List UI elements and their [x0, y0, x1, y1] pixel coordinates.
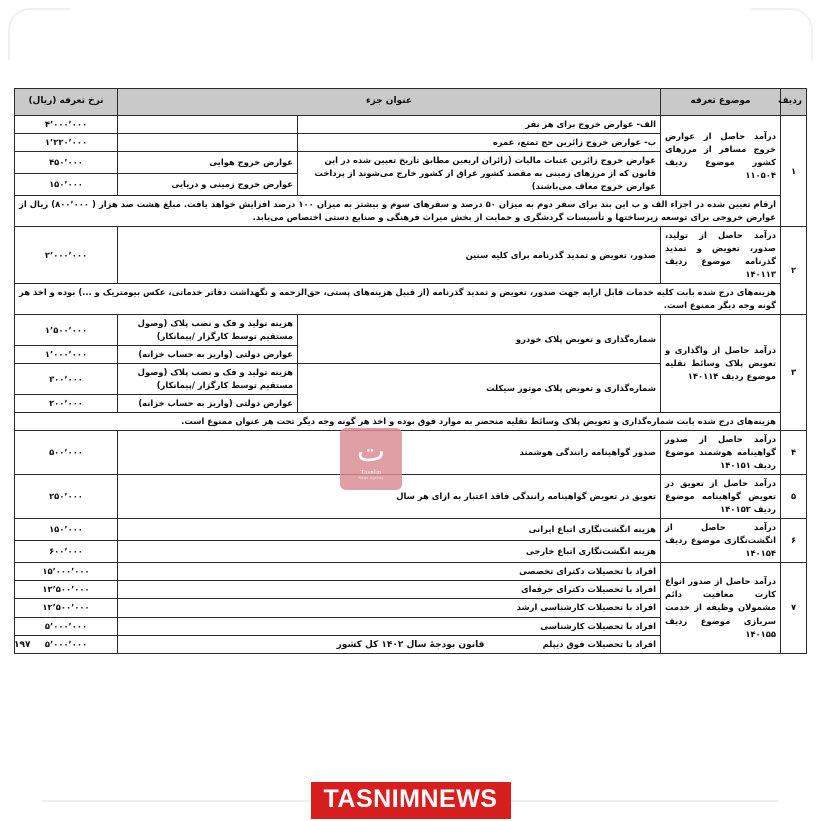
- cell-rate: ۳۰۰٬۰۰۰: [15, 364, 118, 395]
- watermark-name: Tasnim: [360, 468, 382, 476]
- cell-rate: ۴۵۰٬۰۰۰: [15, 152, 118, 174]
- column-header-rate: نرخ تعرفه (ریال): [15, 89, 118, 116]
- cell-item-title: شماره‌گذاری و تعویض پلاک خودرو: [298, 315, 661, 364]
- cell-item-title: صدور گواهینامه رانندگی هوشمند: [118, 431, 661, 475]
- cell-rate: ۵۰۰٬۰۰۰: [15, 431, 118, 475]
- column-header-radif: ردیف: [781, 89, 807, 116]
- cell-rate: ۱٬۵۰۰٬۰۰۰: [15, 315, 118, 346]
- cell-rate: ۱۲٬۵۰۰٬۰۰۰: [15, 599, 118, 617]
- cell-note: ارقام تعیین شده در اجزاء الف و ب این بند برای سفر دوم به میزان ۵۰ درصد و سفرهای سوم و بیشتر به میزان ۱۰۰ درصد افزایش خواهد یافت. مبلغ هشت صد هزار ( ۸۰۰٬۰۰۰) ریال از عوارض خروجی برای توسعه زیرساختها و تأسیسات گردشگری و حمایت از بخش میراث فرهنگی و صنایع دستی اختصاص می‌یابد.: [15, 196, 781, 227]
- table-row: [15, 475, 807, 519]
- cell-item-title: صدور، تعویض و تمدید گذرنامه برای کلیه سنین: [118, 227, 661, 284]
- tariff-table-container: [14, 88, 807, 654]
- cell-subject: درآمد حاصل از عوارض خروج مسافر از مرزهای کشور موضوع ردیف ۱۱۰۵۰۴: [661, 116, 781, 196]
- table-body: [15, 116, 807, 654]
- cell-item-subtitle: هزینه تولید و فک و نصب پلاک (وصول مستقیم توسط کارگزار /پیمانکار): [118, 315, 298, 346]
- cell-item-title: افراد با تحصیلات دکترای تخصصی: [118, 563, 661, 581]
- watermark-subtitle: News Agency: [358, 475, 384, 480]
- cell-item-subtitle: عوارض دولتی (واریز به حساب خزانه): [118, 346, 298, 364]
- table-row: [15, 116, 807, 134]
- cell-item-title: الف- عوارض خروج برای هر نفر: [298, 116, 661, 134]
- cell-item-title: هزینه انگشت‌نگاری اتباع خارجی: [118, 541, 661, 563]
- cell-radif: ۵: [781, 475, 807, 519]
- footer-caption: قانون بودجهٔ سال ۱۴۰۲ کل کشور: [336, 640, 485, 650]
- table-header: [15, 89, 807, 116]
- cell-subject: درآمد حاصل از صدور انواع کارت معافیت دائم مشمولان وظیفه از خدمت سربازی موضوع ردیف ۱۴۰۱۵۵: [661, 563, 781, 653]
- cell-radif: ۱: [781, 116, 807, 227]
- cell-radif: ۷: [781, 563, 807, 653]
- tasnim-news-bar: [0, 780, 821, 820]
- scan-artifact-left: [8, 8, 70, 60]
- cell-rate: ۱۵۰٬۰۰۰: [15, 519, 118, 541]
- cell-rate: ۲٬۰۰۰٬۰۰۰: [15, 227, 118, 284]
- cell-radif: ۶: [781, 519, 807, 563]
- cell-radif: ۲: [781, 227, 807, 315]
- cell-item-title: تعویق در تعویض گواهینامه رانندگی فاقد اعتبار به ازای هر سال: [118, 475, 661, 519]
- table-row: [15, 227, 807, 284]
- cell-rate: ۵٬۰۰۰٬۰۰۰: [15, 617, 118, 635]
- cell-subject: درآمد حاصل از تعویق در تعویض گواهینامه موضوع ردیف ۱۴۰۱۵۲: [661, 475, 781, 519]
- cell-item-title: افراد با تحصیلات دکترای حرفه‌ای: [118, 581, 661, 599]
- cell-rate: ۱۵۰٬۰۰۰: [15, 174, 118, 196]
- cell-item-title: ب- عوارض خروج زائرین حج تمتع، عمره: [298, 134, 661, 152]
- column-header-subject: موضوع تعرفه: [661, 89, 781, 116]
- footer-page-number: ۱۹۷: [14, 640, 31, 650]
- cell-subject: درآمد حاصل از صدور گواهینامه هوشمند موضوع ردیف ۱۴۰۱۵۱: [661, 431, 781, 475]
- cell-rate: ۱۲٬۵۰۰٬۰۰۰: [15, 581, 118, 599]
- cell-rate: ۲۵۰٬۰۰۰: [15, 475, 118, 519]
- cell-radif: ۳: [781, 315, 807, 431]
- tariff-table: [14, 88, 807, 654]
- cell-item-subtitle: [118, 134, 298, 152]
- table-note-row: [15, 413, 807, 431]
- column-header-title: عنوان جزء: [118, 89, 661, 116]
- cell-rate: ۴٬۰۰۰٬۰۰۰: [15, 116, 118, 134]
- cell-rate: ۱٬۰۰۰٬۰۰۰: [15, 346, 118, 364]
- cell-item-subtitle: عوارض خروج زمینی و دریایی: [118, 174, 298, 196]
- cell-rate: ۶۰۰٬۰۰۰: [15, 541, 118, 563]
- table-note-row: [15, 284, 807, 315]
- table-note-row: [15, 196, 807, 227]
- table-row: [15, 431, 807, 475]
- cell-rate: ۵٬۰۰۰٬۰۰۰: [15, 635, 118, 653]
- cell-rate: ۱۵٬۰۰۰٬۰۰۰: [15, 563, 118, 581]
- header-row: [15, 89, 807, 116]
- watermark-calligraphy-glyph: ت: [356, 433, 386, 469]
- table-row: [15, 315, 807, 346]
- cell-subject: درآمد حاصل از تولید، صدور، تعویض و تمدید گذرنامه موضوع ردیف ۱۴۰۱۱۳: [661, 227, 781, 284]
- scan-artifact-right: [751, 8, 813, 60]
- table-row: [15, 563, 807, 581]
- cell-item-title: افراد با تحصیلات کارشناسی: [118, 617, 661, 635]
- cell-subject: درآمد حاصل از انگشت‌نگاری موضوع ردیف ۱۴۰۱۵۴: [661, 519, 781, 563]
- cell-subject: درآمد حاصل از واگذاری و تعویض پلاک وسائط نقلیه موضوع ردیف ۱۴۰۱۱۴: [661, 315, 781, 413]
- cell-item-title: هزینه انگشت‌نگاری اتباع ایرانی: [118, 519, 661, 541]
- cell-rate: ۱٬۲۲۰٬۰۰۰: [15, 134, 118, 152]
- cell-note: هزینه‌های درج شده بابت کلیه خدمات قابل ارایه جهت صدور، تعویض و تمدید گذرنامه (از قبیل هزینه‌های پستی، حق‌الزحمه و نگهداشت دفاتر خدماتی، عکس بیومتریک و ...) بوده و اخذ هر گونه وجه دیگر ممنوع است.: [15, 284, 781, 315]
- cell-item-title: عوارض خروج زائرین عتبات مالیات (زائران اربعین مطابق تاریخ تعیین شده در این قانون که از مرزهای زمینی به مقصد کشور عراق از کشور خارج می‌شوند از پرداخت عوارض خروج معاف می‌باشند): [298, 152, 661, 196]
- cell-item-title: افراد با تحصیلات کارشناسی ارشد: [118, 599, 661, 617]
- cell-item-subtitle: عوارض خروج هوایی: [118, 152, 298, 174]
- cell-radif: ۴: [781, 431, 807, 475]
- cell-rate: ۲۰۰٬۰۰۰: [15, 395, 118, 413]
- table-row: [15, 519, 807, 541]
- cell-item-subtitle: هزینه تولید و فک و نصب پلاک (وصول مستقیم توسط کارگزار /پیمانکار): [118, 364, 298, 395]
- cell-item-title: شماره‌گذاری و تعویض پلاک موتور سیکلت: [298, 364, 661, 413]
- cell-item-subtitle: [118, 116, 298, 134]
- cell-note: هزینه‌های درج شده بابت شماره‌گذاری و تعویض پلاک وسائط نقلیه منحصر به موارد فوق بوده و اخذ هر گونه وجه دیگر تحت هر عنوان ممنوع است.: [15, 413, 781, 431]
- tasnimnews-logo: TASNIMNEWS: [311, 782, 511, 819]
- cell-item-subtitle: عوارض دولتی (واریز به حساب خزانه): [118, 395, 298, 413]
- cell-item-title: افراد با تحصیلات فوق دیپلم: [118, 635, 661, 653]
